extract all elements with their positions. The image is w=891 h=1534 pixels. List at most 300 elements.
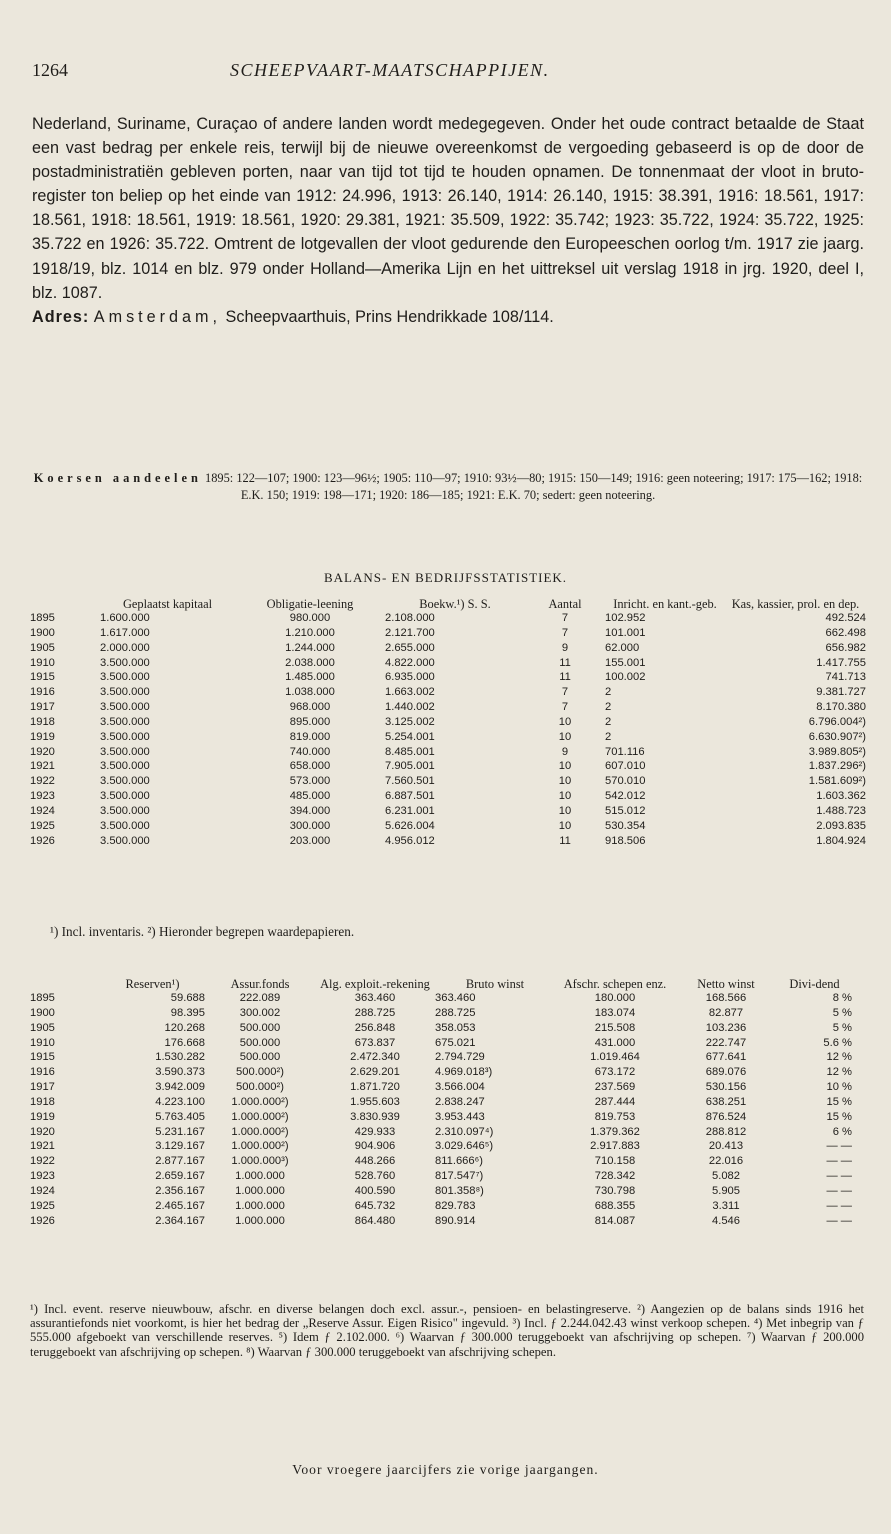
results-table-cell: 728.342 bbox=[594, 1170, 636, 1183]
results-table-year-cell: 1910 bbox=[30, 1036, 55, 1049]
results-table-cell: 890.914 bbox=[435, 1214, 476, 1227]
balance-table-year-cell: 1905 bbox=[30, 641, 55, 654]
results-table-year-cell: 1916 bbox=[30, 1066, 55, 1079]
balance-table-column-header: Obligatie-leening bbox=[266, 597, 354, 611]
balance-table-cell: 9 bbox=[561, 641, 569, 654]
results-table-cell: — — bbox=[826, 1184, 852, 1197]
results-table-cell: 1.871.720 bbox=[350, 1081, 400, 1094]
balance-table-cell: 394.000 bbox=[289, 804, 331, 817]
results-table-cell: 288.812 bbox=[705, 1125, 747, 1138]
results-table-cell: 500.000²) bbox=[236, 1066, 284, 1079]
balance-table-row bbox=[30, 789, 866, 804]
balance-table-cell: 10 bbox=[558, 804, 572, 817]
balance-table-cell: 10 bbox=[558, 715, 572, 728]
address-label: Adres: bbox=[32, 307, 90, 326]
results-table-row bbox=[30, 1139, 852, 1154]
balance-table-year-cell: 1920 bbox=[30, 745, 55, 758]
balance-table-cell: 3.500.000 bbox=[100, 686, 150, 699]
results-table-cell: 5.905 bbox=[712, 1184, 740, 1197]
balance-table-row bbox=[30, 700, 866, 715]
balance-table-row bbox=[30, 670, 866, 685]
results-table-cell: — — bbox=[826, 1140, 852, 1153]
results-table-cell: 10 % bbox=[826, 1081, 852, 1094]
intro-text: Nederland, Suriname, Curaçao of andere landen wordt medegegeven. Onder het oude contract betaalde de Staat een vast bedrag per enkele reis, terwijl bij de nieuwe overeenkomst de vergoeding gebaseerd is op de door de postadministratiën gebleven porten, naar van tijd tot tijd te houden opnamen. De tonnenmaat der vloot in bruto-register ton beliep op het einde van 1912: 24.996, 1913: 26.140, 1914: 26.140, 1915: 38.391, 1916: 18.561, 1917: 18.561, 1918: 18.561, 1919: 18.561, 1920: 29.381, 1921: 35.509, 1922: 35.742; 1923: 35.722, 1924: 35.722, 1925: 35.722 en 1926: 35.722. Omtrent de lotgevallen der vloot gedurende den Europeeschen oorlog t/m. 1917 zie jaarg. 1918/19, blz. 1014 en blz. 979 onder Holland—Amerika Lijn en het uittreksel uit verslag 1918 in jrg. 1920, deel I, blz. 1087. bbox=[32, 115, 864, 302]
results-table-column-header: Assur.fonds bbox=[230, 977, 290, 991]
balance-table-cell: 5.626.004 bbox=[385, 819, 435, 832]
results-table-cell: 1.379.362 bbox=[590, 1125, 640, 1138]
results-table-year-cell: 1924 bbox=[30, 1184, 55, 1197]
results-table-cell: 2.794.729 bbox=[435, 1051, 485, 1064]
results-table-cell: 4.969.018³) bbox=[435, 1066, 493, 1079]
results-table-cell: 431.000 bbox=[594, 1036, 636, 1049]
results-table-cell: 1.000.000³) bbox=[231, 1155, 289, 1168]
results-table-cell: 801.358⁸) bbox=[435, 1184, 484, 1197]
balance-table-cell: 2.121.700 bbox=[385, 626, 435, 639]
balance-table-cell: 3.500.000 bbox=[100, 730, 150, 743]
results-table-cell: 168.566 bbox=[705, 992, 747, 1004]
balance-table-cell: 570.010 bbox=[605, 775, 646, 788]
results-table-cell: 1.000.000 bbox=[235, 1170, 285, 1183]
balance-table-cell: 2.108.000 bbox=[385, 612, 435, 624]
balance-table-cell: 662.498 bbox=[825, 626, 866, 639]
balance-table bbox=[30, 597, 866, 849]
balance-table-cell: 7 bbox=[561, 701, 569, 714]
balance-table-cell: 3.500.000 bbox=[100, 715, 150, 728]
results-table-cell: 817.547⁷) bbox=[435, 1170, 484, 1183]
results-table-year-cell: 1926 bbox=[30, 1214, 55, 1227]
balance-table-year-cell: 1925 bbox=[30, 819, 55, 832]
results-table-cell: 82.877 bbox=[708, 1006, 744, 1019]
balance-table-year-cell: 1900 bbox=[30, 626, 55, 639]
balance-table-cell: 741.713 bbox=[825, 671, 866, 684]
balance-table-year-cell: 1922 bbox=[30, 775, 55, 788]
balance-table-cell: 7 bbox=[561, 626, 569, 639]
balance-table-row bbox=[30, 626, 866, 641]
results-table-cell: 638.251 bbox=[705, 1095, 747, 1108]
results-table-column-header: Divi-dend bbox=[789, 977, 840, 991]
results-table-cell: 3.029.646⁵) bbox=[435, 1140, 494, 1153]
balance-table-cell: 656.982 bbox=[825, 641, 866, 654]
balance-table-cell: 62.000 bbox=[605, 641, 640, 654]
balance-table-cell: 2.093.835 bbox=[816, 819, 866, 832]
balance-table-column-header: Aantal bbox=[548, 597, 582, 611]
results-table-cell: 1.000.000²) bbox=[231, 1110, 289, 1123]
results-table-row bbox=[30, 1036, 852, 1051]
results-table-cell: 3.942.009 bbox=[155, 1081, 205, 1094]
results-table-row bbox=[30, 1125, 852, 1140]
results-table-cell: 500.000²) bbox=[236, 1081, 284, 1094]
balance-table-cell: 3.500.000 bbox=[100, 701, 150, 714]
results-table-cell: 5 % bbox=[832, 1021, 852, 1034]
results-table-cell: 811.666⁶) bbox=[435, 1155, 483, 1168]
balance-table-cell: 1.837.296²) bbox=[808, 760, 866, 773]
results-table-column-header: Alg. exploit.-rekening bbox=[320, 977, 430, 991]
balance-table-cell: 10 bbox=[558, 790, 572, 803]
balance-table-cell: 1.600.000 bbox=[100, 612, 150, 624]
balance-table-year-cell: 1923 bbox=[30, 790, 55, 803]
results-table-column-header: Reserven¹) bbox=[125, 977, 180, 991]
results-table-cell: — — bbox=[826, 1170, 852, 1183]
results-table-cell: 4.223.100 bbox=[155, 1095, 205, 1108]
balance-table-cell: 6.630.907²) bbox=[808, 730, 866, 743]
balance-table-cell: 10 bbox=[558, 760, 572, 773]
balance-table-row bbox=[30, 804, 866, 819]
balance-table-cell: 102.952 bbox=[605, 612, 646, 624]
balance-table-cell: 3.500.000 bbox=[100, 656, 150, 669]
results-table-cell: 904.906 bbox=[354, 1140, 396, 1153]
balance-table-row bbox=[30, 715, 866, 730]
share-prices bbox=[32, 470, 864, 504]
results-table-cell: 3.953.443 bbox=[435, 1110, 485, 1123]
balance-table-year-cell: 1916 bbox=[30, 686, 55, 699]
results-table-cell: 6 % bbox=[832, 1125, 852, 1138]
results-table-cell: 1.530.282 bbox=[155, 1051, 205, 1064]
results-table-cell: — — bbox=[826, 1214, 852, 1227]
balance-table-cell: 11 bbox=[559, 656, 571, 669]
balance-table-cell: 5.254.001 bbox=[385, 730, 435, 743]
results-table-cell: 1.000.000²) bbox=[231, 1140, 289, 1153]
results-table-cell: 530.156 bbox=[705, 1081, 747, 1094]
results-table-row bbox=[30, 1184, 852, 1199]
results-table-cell: 120.268 bbox=[164, 1021, 205, 1034]
results-table-cell: 1.000.000²) bbox=[231, 1095, 289, 1108]
balance-table-cell: 101.001 bbox=[605, 626, 646, 639]
balance-table-cell: 7 bbox=[561, 686, 569, 699]
intro-paragraph bbox=[32, 112, 864, 329]
share-prices-text: 1895: 122—107; 1900: 123—96½; 1905: 110—97; 1910: 93½—80; 1915: 150—149; 1916: geen noteering; 1917: 175—162; 1918: E.K. 150; 1919: 198—171; 1920: 186—185; 1921: E.K. 70; sedert: geen noteering. bbox=[205, 471, 863, 502]
balance-table-year-cell: 1921 bbox=[30, 760, 55, 773]
results-table-cell: 814.087 bbox=[594, 1214, 636, 1227]
results-table-cell: 2.629.201 bbox=[350, 1066, 400, 1079]
results-table-cell: 256.848 bbox=[354, 1021, 396, 1034]
results-table-cell: 300.002 bbox=[239, 1006, 281, 1019]
balance-table-cell: 8.485.001 bbox=[385, 745, 435, 758]
results-table-year-cell: 1918 bbox=[30, 1095, 55, 1108]
balance-table-row bbox=[30, 834, 866, 849]
results-table-cell: 677.641 bbox=[705, 1051, 747, 1064]
results-table-cell: 3.590.373 bbox=[155, 1066, 205, 1079]
balance-table-year-cell: 1918 bbox=[30, 715, 55, 728]
results-table-cell: 98.395 bbox=[170, 1006, 205, 1019]
results-table-year-cell: 1923 bbox=[30, 1170, 55, 1183]
balance-table-cell: 11 bbox=[559, 834, 571, 847]
balance-table-cell: 7.905.001 bbox=[385, 760, 435, 773]
balance-table-cell: 1.038.000 bbox=[285, 686, 335, 699]
balance-table-cell: 530.354 bbox=[605, 819, 646, 832]
results-table-cell: 287.444 bbox=[594, 1095, 636, 1108]
balance-table-cell: 2.038.000 bbox=[285, 656, 335, 669]
balance-table-cell: 3.500.000 bbox=[100, 834, 150, 847]
results-table-cell: 864.480 bbox=[354, 1214, 396, 1227]
results-table-cell: 20.413 bbox=[708, 1140, 744, 1153]
address-rest: Scheepvaarthuis, Prins Hendrikkade 108/114. bbox=[225, 307, 554, 326]
balance-table-cell: 3.500.000 bbox=[100, 819, 150, 832]
results-table-column-header bbox=[30, 977, 100, 991]
balance-table-column-header: Boekw.¹) S. S. bbox=[419, 597, 491, 611]
balance-table-cell: 4.822.000 bbox=[385, 656, 435, 669]
balance-table-year-cell: 1910 bbox=[30, 656, 55, 669]
results-table-cell: 288.725 bbox=[435, 1006, 476, 1019]
results-table-cell: 429.933 bbox=[354, 1125, 396, 1138]
balance-table-cell: 7 bbox=[561, 612, 569, 624]
balance-table-cell: 11 bbox=[559, 671, 571, 684]
balance-table-column-header bbox=[30, 597, 100, 611]
results-table-year-cell: 1925 bbox=[30, 1199, 55, 1212]
balance-table-cell: 203.000 bbox=[289, 834, 331, 847]
balance-table-cell: 1.603.362 bbox=[816, 790, 866, 803]
results-table-row bbox=[30, 1021, 852, 1036]
results-table-cell: 2.659.167 bbox=[155, 1170, 205, 1183]
balance-table-body bbox=[30, 611, 866, 849]
results-table-cell: 876.524 bbox=[705, 1110, 747, 1123]
results-table-cell: 819.753 bbox=[594, 1110, 636, 1123]
results-table-cell: 12 % bbox=[826, 1051, 852, 1064]
balance-table-cell: 895.000 bbox=[289, 715, 331, 728]
results-table-cell: 5 % bbox=[832, 1006, 852, 1019]
balance-table-cell: 492.524 bbox=[825, 612, 866, 624]
balance-table-footnote: ¹) Incl. inventaris. ²) Hieronder begrepen waardepapieren. bbox=[50, 924, 355, 939]
closing-note: Voor vroegere jaarcijfers zie vorige jaargangen. bbox=[292, 1462, 599, 1477]
balance-table-row bbox=[30, 611, 866, 626]
balance-table-row bbox=[30, 685, 866, 700]
balance-table-row bbox=[30, 656, 866, 671]
balance-table-cell: 7.560.501 bbox=[385, 775, 435, 788]
results-table-cell: 15 % bbox=[826, 1110, 852, 1123]
page-number: 1264 bbox=[32, 60, 68, 80]
results-table-cell: 1.000.000 bbox=[235, 1214, 285, 1227]
results-table-cell: 3.129.167 bbox=[155, 1140, 205, 1153]
balance-table-cell: 6.231.001 bbox=[385, 804, 435, 817]
balance-table-cell: 9 bbox=[561, 745, 569, 758]
results-table-cell: 4.546 bbox=[712, 1214, 740, 1227]
results-table-cell: 1.000.000 bbox=[235, 1199, 285, 1212]
results-table-cell: 5.6 % bbox=[823, 1036, 852, 1049]
balance-table-cell: 3.989.805²) bbox=[808, 745, 866, 758]
results-table-row bbox=[30, 1199, 852, 1214]
balance-table-year-cell: 1895 bbox=[30, 612, 55, 624]
balance-table-cell: 9.381.727 bbox=[816, 686, 866, 699]
balance-table-column-header: Kas, kassier, prol. en dep. bbox=[731, 597, 860, 611]
balance-table-cell: 2 bbox=[605, 701, 612, 714]
results-table-cell: 673.837 bbox=[354, 1036, 396, 1049]
results-table-cell: 3.311 bbox=[712, 1199, 740, 1212]
balance-table-cell: 542.012 bbox=[605, 790, 646, 803]
balance-table-cell: 485.000 bbox=[289, 790, 331, 803]
balance-table-cell: 6.887.501 bbox=[385, 790, 435, 803]
balance-table-cell: 10 bbox=[558, 819, 572, 832]
balance-table-cell: 300.000 bbox=[289, 819, 331, 832]
balance-table-cell: 819.000 bbox=[289, 730, 331, 743]
results-table-cell: 1.955.603 bbox=[350, 1095, 400, 1108]
balance-table-cell: 658.000 bbox=[289, 760, 331, 773]
results-table-cell: 358.053 bbox=[435, 1021, 476, 1034]
results-table-cell: 183.074 bbox=[594, 1006, 636, 1019]
results-table-cell: 12 % bbox=[826, 1066, 852, 1079]
balance-table-cell: 607.010 bbox=[605, 760, 646, 773]
results-table-cell: 363.460 bbox=[435, 992, 476, 1004]
results-table-column-header: Afschr. schepen enz. bbox=[563, 977, 667, 991]
results-table-cell: 2.364.167 bbox=[155, 1214, 205, 1227]
results-table bbox=[30, 977, 852, 1229]
results-table-cell: 103.236 bbox=[705, 1021, 747, 1034]
balance-table-cell: 2.000.000 bbox=[100, 641, 150, 654]
results-table-cell: 22.016 bbox=[708, 1155, 744, 1168]
balance-table-cell: 701.116 bbox=[605, 745, 645, 758]
results-table-cell: 448.266 bbox=[354, 1155, 396, 1168]
results-table-row bbox=[30, 1154, 852, 1169]
balance-table-row bbox=[30, 641, 866, 656]
balance-table-cell: 1.804.924 bbox=[816, 834, 866, 847]
balance-table-cell: 3.500.000 bbox=[100, 760, 150, 773]
balance-table-cell: 515.012 bbox=[605, 804, 646, 817]
results-table-cell: 2.838.247 bbox=[435, 1095, 485, 1108]
results-table-cell: 363.460 bbox=[354, 992, 396, 1004]
balance-table-cell: 918.506 bbox=[605, 834, 646, 847]
results-table-cell: 645.732 bbox=[354, 1199, 396, 1212]
balance-table-cell: 3.500.000 bbox=[100, 745, 150, 758]
results-table-cell: 710.158 bbox=[594, 1155, 636, 1168]
results-table-cell: — — bbox=[826, 1199, 852, 1212]
results-table-cell: 2.356.167 bbox=[155, 1184, 205, 1197]
balance-table-year-cell: 1924 bbox=[30, 804, 55, 817]
balance-table-cell: 3.125.002 bbox=[385, 715, 435, 728]
results-table-cell: 675.021 bbox=[435, 1036, 476, 1049]
results-table-cell: 2.465.167 bbox=[155, 1199, 205, 1212]
balance-table-cell: 980.000 bbox=[289, 612, 331, 624]
results-table-year-cell: 1921 bbox=[30, 1140, 55, 1153]
results-table-cell: 400.590 bbox=[354, 1184, 396, 1197]
results-table-column-header: Netto winst bbox=[697, 977, 755, 991]
results-table-cell: 222.747 bbox=[705, 1036, 747, 1049]
balance-table-cell: 2 bbox=[605, 730, 612, 743]
balance-table-cell: 1.488.723 bbox=[816, 804, 866, 817]
results-table-year-cell: 1920 bbox=[30, 1125, 55, 1138]
results-table-cell: 222.089 bbox=[239, 992, 281, 1004]
balance-table-cell: 740.000 bbox=[289, 745, 331, 758]
results-table-cell: 59.688 bbox=[170, 992, 205, 1004]
results-table-cell: 688.355 bbox=[594, 1199, 636, 1212]
balance-table-header-row bbox=[30, 597, 866, 611]
results-table-body bbox=[30, 991, 852, 1229]
balance-table-cell: 2 bbox=[605, 715, 612, 728]
results-table-cell: 673.172 bbox=[594, 1066, 636, 1079]
running-title: SCHEEPVAART-MAATSCHAPPIJEN. bbox=[230, 60, 550, 80]
results-table-column-header: Bruto winst bbox=[465, 977, 525, 991]
balance-table-cell: 1.417.755 bbox=[816, 656, 866, 669]
results-table-cell: 500.000 bbox=[239, 1051, 281, 1064]
results-table-row bbox=[30, 1214, 852, 1229]
results-table-row bbox=[30, 1050, 852, 1065]
results-table-cell: — — bbox=[826, 1155, 852, 1168]
results-table-cell: 829.783 bbox=[435, 1199, 476, 1212]
results-table-cell: 1.019.464 bbox=[590, 1051, 640, 1064]
results-table-cell: 237.569 bbox=[594, 1081, 636, 1094]
balance-table-cell: 1.581.609²) bbox=[808, 775, 866, 788]
balance-table-cell: 1.663.002 bbox=[385, 686, 435, 699]
balance-table-year-cell: 1919 bbox=[30, 730, 55, 743]
results-table-year-cell: 1917 bbox=[30, 1081, 55, 1094]
balance-table-row bbox=[30, 759, 866, 774]
results-table-row bbox=[30, 991, 852, 1006]
results-table-cell: 8 % bbox=[832, 992, 852, 1004]
balance-table-column-header: Geplaatst kapitaal bbox=[122, 597, 213, 611]
results-table-cell: 689.076 bbox=[705, 1066, 747, 1079]
results-table-year-cell: 1919 bbox=[30, 1110, 55, 1123]
results-table-cell: 215.508 bbox=[594, 1021, 636, 1034]
balance-table-cell: 155.001 bbox=[605, 656, 646, 669]
results-table-cell: 5.231.167 bbox=[155, 1125, 205, 1138]
balance-table-cell: 2.655.000 bbox=[385, 641, 435, 654]
results-table-year-cell: 1895 bbox=[30, 992, 55, 1004]
balance-table-cell: 968.000 bbox=[289, 701, 331, 714]
results-table-row bbox=[30, 1080, 852, 1095]
results-table-year-cell: 1922 bbox=[30, 1155, 55, 1168]
results-table-cell: 3.566.004 bbox=[435, 1081, 485, 1094]
results-table-header-row bbox=[30, 977, 852, 991]
results-table-cell: 3.830.939 bbox=[350, 1110, 400, 1123]
results-table-cell: 2.472.340 bbox=[350, 1051, 400, 1064]
results-table-cell: 1.000.000²) bbox=[231, 1125, 289, 1138]
balance-table-row bbox=[30, 774, 866, 789]
balance-table-year-cell: 1915 bbox=[30, 671, 55, 684]
results-table-cell: 500.000 bbox=[239, 1021, 281, 1034]
balance-table-cell: 3.500.000 bbox=[100, 790, 150, 803]
balance-table-cell: 1.617.000 bbox=[100, 626, 150, 639]
results-table-row bbox=[30, 1006, 852, 1021]
results-table-cell: 15 % bbox=[826, 1095, 852, 1108]
results-table-cell: 5.082 bbox=[712, 1170, 740, 1183]
balance-table-cell: 10 bbox=[558, 775, 572, 788]
balance-table-cell: 3.500.000 bbox=[100, 671, 150, 684]
results-table-cell: 2.917.883 bbox=[590, 1140, 640, 1153]
balance-table-year-cell: 1926 bbox=[30, 834, 55, 847]
address-city: Amsterdam, bbox=[93, 307, 222, 326]
balance-table-title: BALANS- EN BEDRIJFSSTATISTIEK. bbox=[323, 570, 568, 585]
results-table-year-cell: 1900 bbox=[30, 1006, 55, 1019]
results-table-cell: 5.763.405 bbox=[155, 1110, 205, 1123]
results-table-cell: 528.760 bbox=[354, 1170, 396, 1183]
balance-table-cell: 1.485.000 bbox=[285, 671, 335, 684]
balance-table-cell: 6.796.004²) bbox=[808, 715, 866, 728]
results-table-cell: 2.310.097⁴) bbox=[435, 1125, 494, 1138]
results-table-cell: 288.725 bbox=[354, 1006, 396, 1019]
balance-table-cell: 573.000 bbox=[289, 775, 331, 788]
results-table-cell: 2.877.167 bbox=[155, 1155, 205, 1168]
balance-table-cell: 3.500.000 bbox=[100, 804, 150, 817]
balance-table-row bbox=[30, 819, 866, 834]
results-table-cell: 176.668 bbox=[164, 1036, 205, 1049]
balance-table-cell: 6.935.000 bbox=[385, 671, 435, 684]
results-table-cell: 730.798 bbox=[594, 1184, 636, 1197]
footnotes: ¹) Incl. event. reserve nieuwbouw, afschr. en diverse belangen doch excl. assur.-, pensioen- en belastingreserve. ²) Aangezien op de balans sinds 1916 het assurantiefonds niet voorkomt, is hier het bedrag der „Reserve Assur. Eigen Risico" ingevuld. ³) Incl. ƒ 2.244.042.43 winst verkoop schepen. ⁴) Met inbegrip van ƒ 555.000 afgeboekt van verschillende reserves. ⁵) Idem ƒ 2.102.000. ⁶) Waarvan ƒ 300.000 teruggeboekt van afschrijving op schepen. ⁷) Waarvan ƒ 200.000 teruggeboekt van afschrijving op schepen. ⁸) Waarvan ƒ 300.000 teruggeboekt van afschrijving schepen. bbox=[30, 1302, 864, 1359]
results-table-row bbox=[30, 1110, 852, 1125]
balance-table-cell: 1.210.000 bbox=[285, 626, 335, 639]
balance-table-cell: 1.244.000 bbox=[285, 641, 335, 654]
results-table-year-cell: 1915 bbox=[30, 1051, 55, 1064]
share-prices-label: Koersen aandeelen bbox=[33, 471, 202, 485]
balance-table-cell: 8.170.380 bbox=[816, 701, 866, 714]
results-table-cell: 180.000 bbox=[594, 992, 636, 1004]
balance-table-cell: 10 bbox=[558, 730, 572, 743]
balance-table-row bbox=[30, 730, 866, 745]
balance-table-row bbox=[30, 745, 866, 760]
balance-table-cell: 2 bbox=[605, 686, 612, 699]
balance-table-cell: 100.002 bbox=[605, 671, 646, 684]
balance-table-year-cell: 1917 bbox=[30, 701, 55, 714]
results-table-row bbox=[30, 1169, 852, 1184]
results-table-row bbox=[30, 1095, 852, 1110]
results-table-cell: 1.000.000 bbox=[235, 1184, 285, 1197]
